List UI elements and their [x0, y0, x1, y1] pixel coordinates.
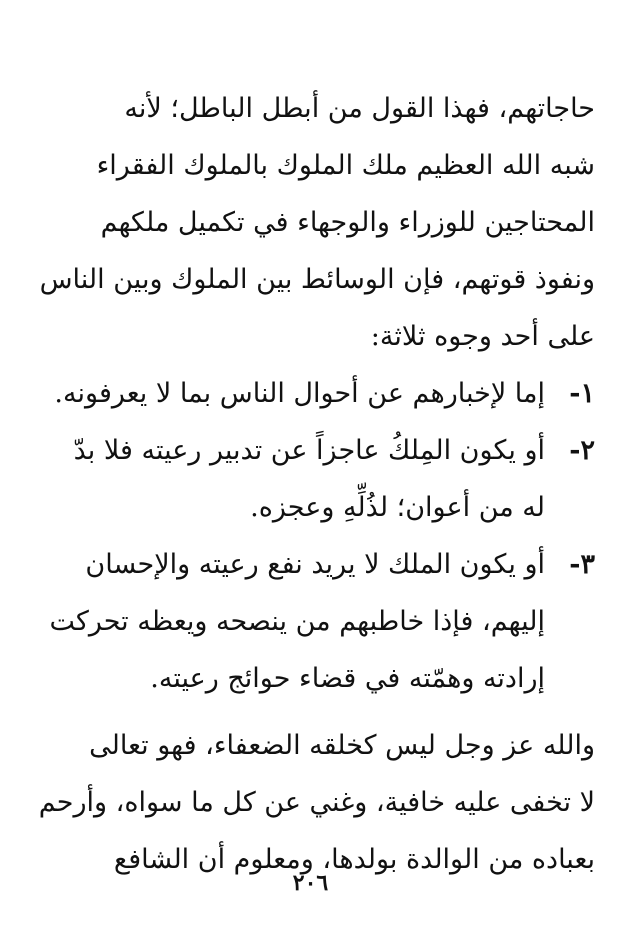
list-item-1	[54, 365, 595, 422]
page-text	[38, 80, 595, 888]
item-number: ٢-	[569, 435, 595, 466]
text-line: والله عز وجل ليس كخلقه الضعفاء، فهو تعالى	[89, 730, 595, 761]
list-item-2	[58, 422, 595, 536]
text-line: لا تخفى عليه خافية، وغني عن كل ما سواه، وأرحم	[38, 787, 595, 818]
item-text	[58, 422, 545, 536]
text-line: أو يكون المِلكُ عاجزاً عن تدبير رعيته فلا بدّ	[73, 435, 545, 466]
paragraph-2	[38, 717, 595, 888]
text-line: على أحد وجوه ثلاثة:	[370, 321, 595, 352]
text-line: إرادته وهمّته في قضاء حوائج رعيته.	[150, 663, 545, 694]
text-line: حاجاتهم، فهذا القول من أبطل الباطل؛ لأنه	[124, 93, 595, 124]
item-number: ٣-	[569, 549, 595, 580]
page-number: ٢٠٦	[292, 870, 329, 896]
text-line: إما لإخبارهم عن أحوال الناس بما لا يعرفونه.	[54, 378, 545, 409]
text-line: إليهم، فإذا خاطبهم من ينصحه ويعظه تحركت	[49, 606, 545, 637]
text-line: أو يكون الملك لا يريد نفع رعيته والإحسان	[85, 549, 545, 580]
text-line: المحتاجين للوزراء والوجهاء في تكميل ملكهم	[100, 207, 595, 238]
text-line: بعباده من الوالدة بولدها، ومعلوم أن الشافع	[113, 844, 595, 875]
numbered-list	[49, 365, 595, 707]
item-text	[49, 536, 545, 707]
text-line: شبه الله العظيم ملك الملوك بالملوك الفقراء	[96, 150, 595, 181]
text-line: ونفوذ قوتهم، فإن الوسائط بين الملوك وبين الناس	[39, 264, 595, 295]
list-item-3	[49, 536, 595, 707]
text-line: له من أعوان؛ لذُلِّهِ وعجزه.	[250, 492, 545, 523]
paragraph-1	[39, 80, 595, 365]
item-number: ١-	[569, 378, 595, 409]
item-text	[54, 365, 545, 422]
